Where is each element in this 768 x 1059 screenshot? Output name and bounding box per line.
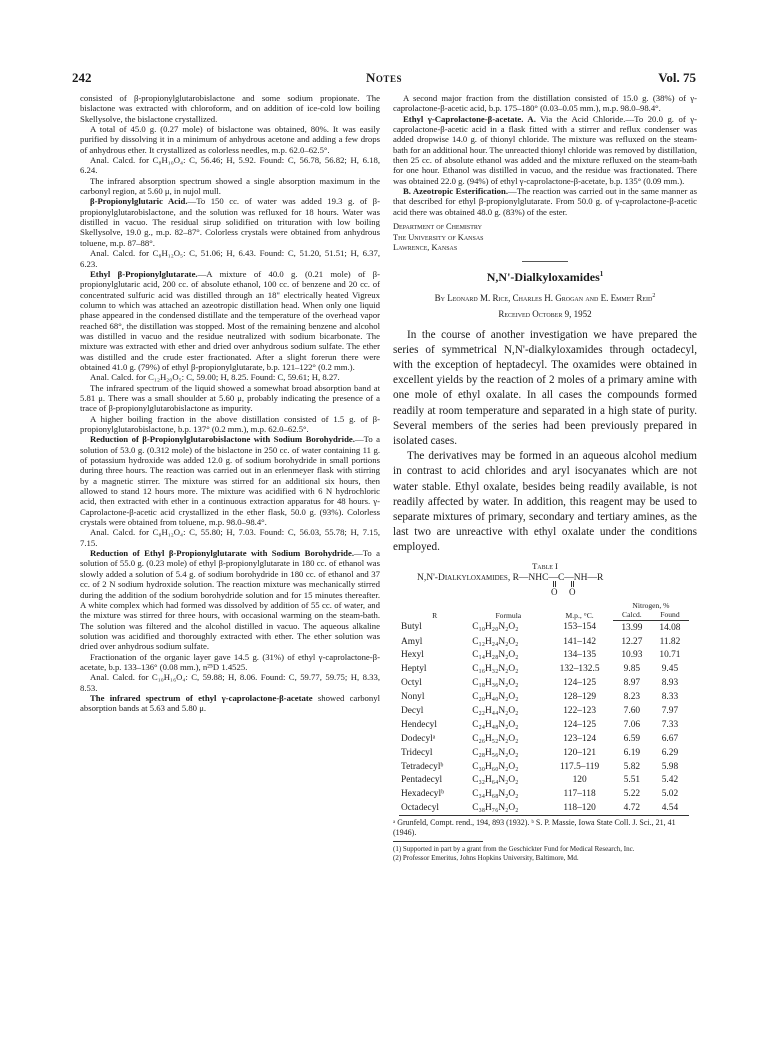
paragraph-text: showed carbonyl absorption bands at 5.63 and 5.80 μ. xyxy=(80,692,381,714)
table-row xyxy=(399,704,689,718)
table-footnote: ᵃ Grunfeld, Compt. rend., 194, 893 (1932). ᵇ S. P. Massie, Iowa State Coll. J. Sci., 21, 41 (1946). xyxy=(393,818,676,838)
col-header-nitrogen: Nitrogen, % xyxy=(632,600,670,610)
body-paragraph xyxy=(80,414,380,435)
cell-r: Hexadecylᵇ xyxy=(401,789,444,800)
col-header-found: Found xyxy=(651,610,689,621)
article-title xyxy=(393,270,697,285)
cell-mp: 120 xyxy=(572,775,587,786)
body-paragraph: In the course of another investigation we have prepared the series of symmetrical N,N'-dialkyloxamides through octadecyl, with the exception of heptadecyl. The oxamides were obtained in excellent yields by the reaction of 2 moles of a primary amine with one mole of ethyl oxalate. In all cases the compounds formed readily at room temperature and separated in a high state of purity. Several members of the series had been previously prepared in isolated cases. xyxy=(393,328,697,448)
authors-footnote-mark: 2 xyxy=(652,292,656,299)
body-paragraph xyxy=(80,196,380,248)
cell-formula: C₃₈H₇₆N₂O₂ xyxy=(470,801,546,815)
paragraph-text: —To a solution of 53.0 g. (0.312 mole) of the bislactone in 250 cc. of water containing 11 g. of potassium hydroxide was added 12.0 g. of sodium borohydride in small portions during three hours. The reaction was carried out in an erlenmeyer flask with stirring by a magnetic stirrer. The mixture was stirred for an additional six hours, then allowed to stand 12 hours more. The mixture was acidified with 6 N hydrochloric acid, then extracted with ether in a continuous extraction apparatus for 48 hours. γ-Caprolactone-β-acetic acid crystallized in the ether flask, 50.0 g. (93%). Colorless crystals were obtained from toluene, m.p. 98.0–98.4°. xyxy=(80,434,380,528)
left-column xyxy=(80,93,380,714)
body-paragraph xyxy=(80,652,380,673)
page-footnote: (1) Supported in part by a grant from the Geschickter Fund for Medical Research, Inc. xyxy=(393,845,635,854)
cell-found: 5.42 xyxy=(661,775,679,786)
right-column-experimental xyxy=(393,93,697,217)
body-paragraph xyxy=(393,186,697,217)
body-paragraph xyxy=(80,155,380,176)
paragraph-text: —To a solution of 55.0 g. (0.23 mole) of ethyl β-propionylglutarate in 180 cc. of ethanol was slowly added a solution of 5.4 g. of sodium borohydride in 180 cc. of ethanol and 37 cc. of 2 N sodium hydroxide solution. The reaction mixture was mechanically stirred during the addition of the sodium borohydride solution and for 15 minutes thereafter. A white complex which had formed was dissolved by addition of 55 cc. of water, and the mixture was stirred for three hours, with occasional warming on the steam-bath. The solution was filtered and the alcohol distilled in vacuo. The aqueous alkaline solution was acidified and thoroughly extracted with ether. The ether solution was dried over anhydrous sodium sulfate. xyxy=(80,548,380,652)
cell-calcd: 7.06 xyxy=(623,719,641,730)
table-title-formula: N,N'-Dialkyloxamides, R—NHC—C—NH—R xyxy=(417,572,604,583)
table-row xyxy=(399,635,689,649)
paragraph-heading: B. Azeotropic Esterification. xyxy=(403,186,509,197)
title-footnote-mark: 1 xyxy=(599,269,604,278)
cell-r: Tetradecylᵇ xyxy=(401,761,444,772)
cell-calcd: 13.99 xyxy=(621,622,643,633)
cell-calcd: 5.51 xyxy=(623,775,641,786)
article-body xyxy=(393,328,697,556)
cell-r: Nonyl xyxy=(401,692,425,703)
cell-formula: C₁₆H₃₂N₂O₂ xyxy=(472,664,519,675)
body-paragraph xyxy=(80,248,380,269)
body-paragraph xyxy=(80,527,380,548)
page-footnote: (2) Professor Emeritus, Johns Hopkins University, Baltimore, Md. xyxy=(393,854,579,863)
table-row xyxy=(399,732,689,746)
paragraph-text: The infrared absorption spectrum showed a single absorption maximum in the carbonyl region, at 5.60 μ, in nujol mull. xyxy=(80,175,380,197)
table-row xyxy=(399,773,689,787)
cell-calcd: 5.22 xyxy=(623,789,641,800)
cell-calcd: 8.23 xyxy=(623,692,641,703)
cell-mp: 124–125 xyxy=(563,678,596,689)
paragraph-heading: Ethyl β-Propionylglutarate. xyxy=(90,268,198,279)
cell-formula: C₂₂H₄₄N₂O₂ xyxy=(472,705,519,716)
cell-calcd: 8.97 xyxy=(623,678,641,689)
cell-found: 7.97 xyxy=(661,705,679,716)
table-row xyxy=(399,690,689,704)
col-header-mp: M.p., °C. xyxy=(565,611,594,621)
paragraph-text: Via the Acid Chloride.—To 20.0 g. of γ-caprolactone-β-acetic acid in a flask fitted with a stirrer and reflux condenser was added dropwise 14.0 g. of thionyl chloride. The mixture was refluxed on the steam-bath for an additional hour. The unreacted thionyl chloride was removed by distillation, then 25 cc. of absolute ethanol was added and the mixture refluxed on the steam-bath for one hour. Ethanol was distilled in vacuo, and the residue was fractionated. There was obtained 22.0 g. (94%) of ethyl γ-caprolactone-β-acetate, b.p. 135° (0.09 mm.). xyxy=(393,113,697,186)
table-row xyxy=(399,676,689,690)
cell-found: 11.82 xyxy=(659,636,681,647)
cell-r: Octyl xyxy=(401,678,422,689)
paragraph-text: —To 150 cc. of water was added 19.3 g. of β-propionylglutarobislactone, and the solution was refluxed for 18 hours. Water was distilled in vacuo. The residual sirup solidified on trituration with low boiling Skellysolve, 19.0 g., m.p. 82–87°. Colorless crystals were obtained from anhydrous toluene, m.p. 87–88°. xyxy=(80,196,380,248)
cell-found: 6.67 xyxy=(661,733,679,744)
table-row xyxy=(399,648,689,662)
table-row xyxy=(399,760,689,774)
paragraph-text: Fractionation of the organic layer gave 14.5 g. (31%) of ethyl γ-caprolactone-β-acetate, b.p. 133–136° (0.08 mm.), n²⁵D 1.4525. xyxy=(80,651,380,672)
cell-mp: 120–121 xyxy=(563,747,596,758)
cell-mp: 153–154 xyxy=(563,622,596,633)
page-header xyxy=(70,70,698,86)
body-paragraph xyxy=(80,269,380,372)
cell-r: Pentadecyl xyxy=(401,775,443,786)
cell-r: Hexyl xyxy=(401,650,424,661)
footnote-rule xyxy=(393,841,483,842)
article-title-text: N,N'-Dialkyloxamides xyxy=(486,269,600,284)
address-line: The University of Kansas xyxy=(393,232,484,242)
address-line: Department of Chemistry xyxy=(393,222,482,232)
table-row xyxy=(399,662,689,676)
cell-r: Butyl xyxy=(401,622,422,633)
body-paragraph xyxy=(80,176,380,197)
cell-calcd: 4.72 xyxy=(613,801,651,815)
cell-formula: C₃₂H₆₄N₂O₂ xyxy=(472,775,519,786)
article-authors xyxy=(393,291,697,304)
cell-calcd: 10.93 xyxy=(621,650,643,661)
paragraph-text: A higher boiling fraction in the above distillation consisted of 1.5 g. of β-propionylglutarobislactone, b.p. 137° (0.2 mm.), m.p. 62.0–62.5°. xyxy=(80,413,380,434)
table-row xyxy=(399,718,689,732)
cell-mp: 118–120 xyxy=(546,801,612,815)
cell-formula: C₁₀H₂₀N₂O₂ xyxy=(472,622,519,633)
cell-formula: C₂₈H₅₆N₂O₂ xyxy=(472,747,519,758)
cell-found: 9.45 xyxy=(661,664,679,675)
paragraph-text: Anal. Calcd. for C₁₀H₁₆O₄: C, 59.88; H, 8.06. Found: C, 59.77, 59.75; H, 8.33, 8.53. xyxy=(80,672,380,693)
oxygen-label: O xyxy=(569,586,576,597)
cell-r: Tridecyl xyxy=(401,747,433,758)
cell-r: Hendecyl xyxy=(401,719,437,730)
body-paragraph xyxy=(80,124,380,155)
received-date: Received October 9, 1952 xyxy=(498,308,592,319)
paragraph-text: A second major fraction from the distillation consisted of 15.0 g. (38%) of γ-caprolactone-β-acetic acid, b.p. 175–180° (0.03–0.05 mm.), m.p. 98.0–98.4°. xyxy=(393,93,697,114)
cell-formula: C₁₈H₃₆N₂O₂ xyxy=(472,678,519,689)
running-title: Notes xyxy=(366,70,402,85)
body-paragraph xyxy=(80,383,380,414)
cell-mp: 124–125 xyxy=(563,719,596,730)
cell-formula: C₁₄H₂₈N₂O₂ xyxy=(472,650,519,661)
cell-r: Decyl xyxy=(401,705,424,716)
cell-r: Amyl xyxy=(401,636,423,647)
page-number: 242 xyxy=(72,70,92,85)
col-header-calcd: Calcd. xyxy=(613,610,651,621)
oxamides-table xyxy=(399,601,689,816)
cell-mp: 134–135 xyxy=(563,650,596,661)
cell-formula: C₃₄H₆₈N₂O₂ xyxy=(472,789,519,800)
paragraph-text: Anal. Calcd. for C₈H₁₀O₄: C, 56.46; H, 5.92. Found: C, 56.78, 56.82; H, 6.18, 6.24. xyxy=(80,155,380,176)
table-row xyxy=(399,801,689,815)
cell-mp: 123–124 xyxy=(563,733,596,744)
section-divider xyxy=(522,261,568,262)
table-row xyxy=(399,787,689,801)
cell-calcd: 6.59 xyxy=(623,733,641,744)
table-row xyxy=(399,746,689,760)
cell-found: 5.02 xyxy=(661,789,679,800)
table-caption: Table I xyxy=(532,560,558,571)
body-paragraph xyxy=(80,548,380,651)
body-paragraph xyxy=(80,672,380,693)
cell-r: Dodecylᵃ xyxy=(401,733,436,744)
cell-calcd: 7.60 xyxy=(623,705,641,716)
table-title xyxy=(393,573,697,601)
right-column xyxy=(393,93,697,863)
cell-found: 8.93 xyxy=(661,678,679,689)
paragraph-heading: β-Propionylglutaric Acid. xyxy=(90,196,188,207)
cell-found: 7.33 xyxy=(661,719,679,730)
paragraph-text: —A mixture of 40.0 g. (0.21 mole) of β-propionylglutaric acid, 200 cc. of absolute ethanol, 100 cc. of benzene and 20 cc. of concentrated sulfuric acid was distilled through an 18" electrically heated Vigreux column to which was attached an azeotropic distillation head. When only one liquid phase appeared in the condensed distillate and the temperature of the overhead vapor reached 68°, the distillation was stopped. Most of the remaining benzene and alcohol was distilled in vacuo and the residue neutralized with sodium bicarbonate. The mixture was extracted with ether and dried over anhydrous sodium sulfate. The ether was distilled and the crude ester fractionated. After a slight forerun there were obtained 41.0 g. (79%) of ethyl β-propionylglutarate, b.p. 121–122° (0.2 mm.). xyxy=(80,268,380,372)
cell-calcd: 9.85 xyxy=(623,664,641,675)
cell-calcd: 5.82 xyxy=(623,761,641,772)
cell-found: 10.71 xyxy=(659,650,681,661)
cell-formula: C₂₀H₄₀N₂O₂ xyxy=(472,692,519,703)
cell-calcd: 6.19 xyxy=(623,747,641,758)
cell-found: 8.33 xyxy=(661,692,679,703)
body-paragraph: The derivatives may be formed in an aqueous alcohol medium in contrast to acid chlorides and aryl isocyanates which are not water stable. Ethyl oxalate, besides being readily available, is not readily affected by water. In addition, this reagent may be used to separate mixtures of primary, secondary and tertiary amines, as the last two are unreactive with ethyl oxalate under the conditions employed. xyxy=(393,450,697,554)
body-paragraph xyxy=(80,693,380,714)
body-paragraph xyxy=(80,93,380,124)
paragraph-text: —The reaction was carried out in the same manner as that described for ethyl β-propionylglutarate. From 50.0 g. of γ-caprolactone-β-acetic acid there was obtained 48.0 g. (83%) of the ester. xyxy=(393,186,697,217)
paragraph-heading: Ethyl γ-Caprolactone-β-acetate. A. xyxy=(403,113,536,124)
col-header-r: R xyxy=(432,611,438,621)
address-line: Lawrence, Kansas xyxy=(393,243,458,253)
body-paragraph xyxy=(393,93,697,114)
col-header-formula: Formula xyxy=(495,611,522,621)
table-row xyxy=(399,620,689,634)
cell-formula: C₂₄H₄₈N₂O₂ xyxy=(472,719,519,730)
cell-mp: 132–132.5 xyxy=(559,664,600,675)
cell-mp: 141–142 xyxy=(563,636,596,647)
cell-formula: C₂₆H₅₂N₂O₂ xyxy=(472,733,519,744)
paragraph-heading: Reduction of β-Propionylglutarobislactone with Sodium Borohydride. xyxy=(90,434,355,445)
cell-mp: 128–129 xyxy=(563,692,596,703)
authors-text: By Leonard M. Rice, Charles H. Grogan and E. Emmet Reid xyxy=(434,292,653,303)
cell-found: 5.98 xyxy=(661,761,679,772)
paragraph-text: Anal. Calcd. for C₈H₁₂O₅: C, 51.06; H, 6.43. Found: C, 51.20, 51.51; H, 6.37, 6.23. xyxy=(80,248,380,269)
oxygen-label: O xyxy=(551,586,558,597)
cell-calcd: 12.27 xyxy=(621,636,643,647)
paragraph-text: The infrared spectrum of the liquid showed a somewhat broad absorption band at 5.81 μ. There was a small shoulder at 5.60 μ, probably indicating the presence of a trace of β-propionylglutarobislactone as impurity. xyxy=(80,382,380,414)
cell-r: Heptyl xyxy=(401,664,427,675)
paragraph-text: consisted of β-propionylglutarobislactone and some sodium propionate. The bislactone was extracted with chloroform, and on addition of ice-cold low boiling Skellysolve, the bislactone crystallized. xyxy=(80,93,380,124)
cell-mp: 122–123 xyxy=(563,705,596,716)
cell-r: Octadecyl xyxy=(399,801,470,815)
body-paragraph xyxy=(80,434,380,527)
paragraph-text: Anal. Calcd. for C₈H₁₂O₄: C, 55.80; H, 7.03. Found: C, 56.03, 55.78; H, 7.15, 7.15. xyxy=(80,527,380,548)
cell-found: 4.54 xyxy=(651,801,689,815)
paragraph-heading: Reduction of Ethyl β-Propionylglutarate with Sodium Borohydride. xyxy=(90,548,355,559)
paragraph-text: Anal. Calcd. for C₁₂H₂₀O₅: C, 59.00; H, 8.25. Found: C, 59.61; H, 8.27. xyxy=(90,372,340,383)
affiliation-address xyxy=(393,222,697,254)
volume-label: Vol. 75 xyxy=(658,70,696,85)
paragraph-heading: The infrared spectrum of ethyl γ-caprolactone-β-acetate xyxy=(90,692,313,703)
cell-found: 14.08 xyxy=(659,622,681,633)
body-paragraph xyxy=(393,114,697,186)
cell-mp: 117–118 xyxy=(563,789,596,800)
cell-formula: C₁₂H₂₄N₂O₂ xyxy=(472,636,519,647)
body-paragraph xyxy=(80,372,380,382)
cell-mp: 117.5–119 xyxy=(560,761,600,772)
cell-found: 6.29 xyxy=(661,747,679,758)
cell-formula: C₃₀H₆₀N₂O₂ xyxy=(472,761,519,772)
paragraph-text: A total of 45.0 g. (0.27 mole) of bislactone was obtained, 80%. It was easily purified by dissolving it in a minimum of anhydrous acetone and adding a few drops of anhydrous ether. It crystallized as colorless needles, m.p. 62.0–62.5°. xyxy=(80,124,380,155)
